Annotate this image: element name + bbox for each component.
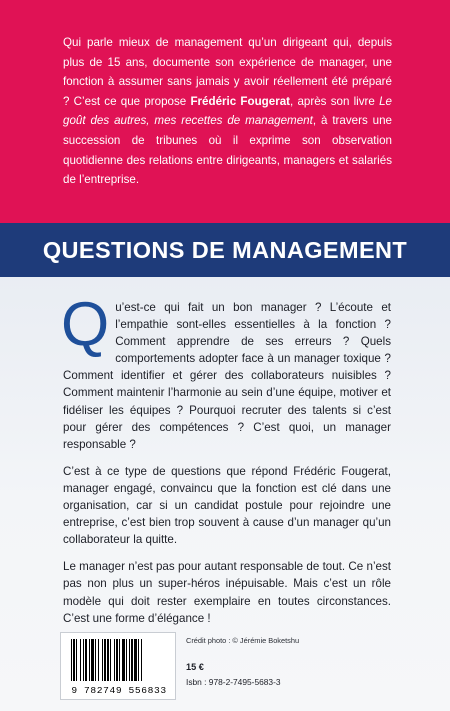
isbn-barcode <box>60 632 176 700</box>
barcode-bar <box>142 639 143 681</box>
drop-cap: Q <box>61 290 110 359</box>
description-paragraph-2: C’est à ce type de questions que répond Frédéric Fougerat, manager engagé, convaincu que la fonction est clé dans une organisation, car si un candidat postule pour rejoindre une entreprise, c’est bien trop souvent à cause d’un manager qu’un collaborateur la quitte. <box>63 464 391 547</box>
author-name: Frédéric Fougerat <box>190 94 291 108</box>
intro-text <box>63 33 392 190</box>
barcode-bars <box>71 639 171 681</box>
book-title: QUESTIONS DE MANAGEMENT <box>42 236 408 263</box>
price: 15 € <box>186 662 204 672</box>
isbn-number: Isbn : 978-2-7495-5683-3 <box>186 677 281 687</box>
description-paragraph-3: Le manager n’est pas pour autant responsable de tout. Ce n’est pas non plus un super-héros inépuisable. Mais c’est un rôle modèle qui doit rester exemplaire en toutes circonstances. C’est une forme d’élégance ! <box>63 560 391 625</box>
previous-book-title: Le goût des autres, mes recettes de management <box>63 94 392 128</box>
intro-text-part-3: , à travers une succession de tribunes où il exprime son observation quotidienne des relations entre dirigeants, managers et salariés de l’entreprise. <box>63 114 392 187</box>
barcode-digits: 9 782749 556833 <box>71 685 167 696</box>
description-body <box>61 290 391 637</box>
photo-credit: Crédit photo : © Jérémie Boketshu <box>186 636 300 645</box>
intro-text-part-2: , après son livre <box>290 94 380 108</box>
intro-text-part-1: Qui parle mieux de management qu’un dirigeant qui, depuis plus de 15 ans, documente son expérience de manager, une fonction à assumer sans jamais y avoir réellement été préparé ? C’est ce que propose <box>63 36 392 108</box>
intro-panel <box>0 0 450 223</box>
title-band <box>0 223 450 277</box>
description-paragraph-1: Qu’est-ce qui fait un bon manager ? L’écoute et l’empathie sont-elles essentielles à la fonction ? Comment apprendre de ses erreurs ? Quels comportements adopter face à un manager toxique ? Comment identifier et gérer des collaborateurs nuisibles ? Comment maintenir l’harmonie au sein d’une équipe, motiver et fidéliser les équipes ? Pourquoi recruter des talents si c’est pour gérer des compétences ? C’est quoi, un manager responsable ? <box>61 290 391 451</box>
